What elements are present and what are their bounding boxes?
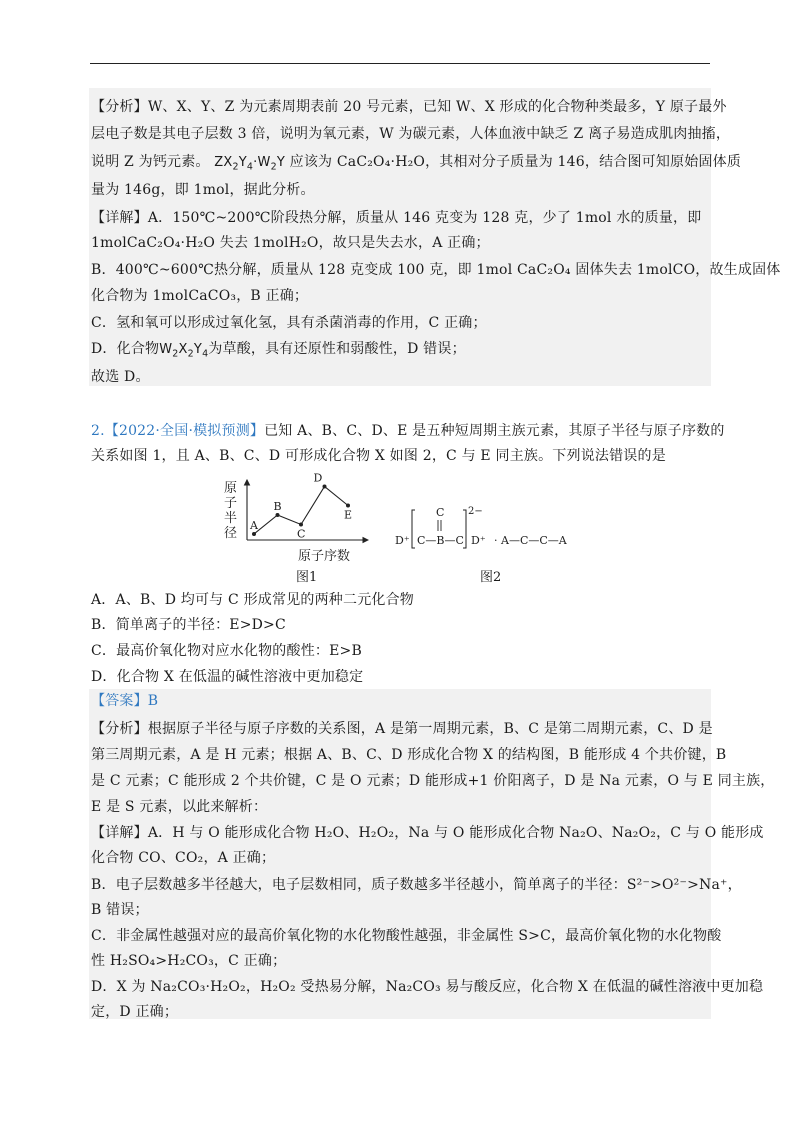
option-a: A．A、B、D 均可与 C 形成常见的两种二元化合物: [91, 592, 414, 608]
detail-line-3: B．400℃~600℃热分解，质量从 128 克变成 100 克，即 1mol CaC₂O₄ 固体失去 1molCO，故生成固体: [91, 262, 781, 278]
detail-line-2: 1molCaC₂O₄·H₂O 失去 1molH₂O，故只是失去水，A 正确；: [91, 235, 490, 251]
point-label-c: C: [297, 527, 306, 541]
detail-line-5: C．氢和氧可以形成过氧化氢，具有杀菌消毒的作用，C 正确；: [91, 315, 487, 331]
top-rule: [90, 63, 710, 64]
analysis-line-4: 量为 146g，即 1mol，据此分析。: [91, 182, 315, 198]
analysis-tag: 【分析】: [91, 721, 148, 737]
detail-line-4: 化合物为 1molCaCO₃，B 正确；: [91, 288, 309, 304]
q2-analysis-line-4: E 是 S 元素，以此来解析：: [91, 799, 268, 815]
figure-2-caption: 图2: [480, 570, 502, 585]
tail-chain: A—C—C—A: [501, 534, 567, 547]
answer-line: 【答案】B: [91, 693, 159, 709]
x-label: 原子序数: [298, 549, 351, 564]
data-point-a: [252, 532, 256, 536]
y-label-char: 原: [224, 481, 238, 496]
analysis-line-2: 层电子数是其电子层数 3 倍，说明为氧元素，W 为碳元素，人体血液中缺乏 Z 离子易造成肌肉抽搐，: [91, 126, 731, 142]
bracket-inner: C—B—C: [417, 534, 464, 547]
point-label-e: E: [344, 508, 353, 522]
figure-2: [393, 474, 593, 558]
q2-analysis-line-3: 是 C 元素；C 能形成 2 个共价键，C 是 O 元素；D 能形成+1 价阳离子，D 是 Na 元素，O 与 E 同主族，: [91, 773, 775, 789]
analysis-line-3: 说明 Z 为钙元素。 $ZX_2Y_4\cdot W_2Y$ 应该为 CaC₂O₄·H₂O，其相对分子质量为 146，结合图可知原始固体质: [91, 154, 742, 173]
q2-analysis-line-2: 第三周期元素，A 是 H 元素；根据 A、B、C、D 形成化合物 X 的结构图，B 能形成 4 个共价键，B: [91, 747, 727, 763]
q2-detail-line-2: 化合物 CO、CO₂，A 正确；: [91, 850, 276, 866]
data-point-b: [276, 513, 280, 517]
y-label-char: 半: [224, 511, 238, 526]
data-point-e: [346, 504, 350, 508]
analysis-tag: 【分析】: [91, 99, 148, 115]
dot: ·: [494, 534, 498, 547]
detail-line-1: 【详解】A．150℃~200℃阶段热分解，质量从 146 克变为 128 克，少了 1mol 水的质量，即: [91, 210, 702, 226]
q2-detail-line-4: B 错误；: [91, 902, 149, 918]
y-label-char: 径: [224, 526, 238, 541]
question-number: 2.: [91, 423, 105, 439]
detail-tag: 【详解】: [91, 825, 148, 841]
q2-detail-line-8: 定，D 正确；: [91, 1004, 179, 1020]
d-cation-left: D⁺: [395, 534, 410, 547]
figure-1-caption: 图1: [296, 570, 318, 585]
charge: 2−: [468, 506, 483, 517]
q2-detail-line-3: B．电子层数越多半径越大，电子层数相同，质子数越多半径越小，简单离子的半径：S²⁻>O²⁻>Na⁺，: [91, 877, 742, 893]
question-2-stem-line-2: 关系如图 1，且 A、B、C、D 可形成化合物 X 如图 2，C 与 E 同主族。下列说法错误的是: [91, 448, 666, 464]
q2-detail-line-7: D．X 为 Na₂CO₃·H₂O₂，H₂O₂ 受热易分解，Na₂CO₃ 易与酸反应，化合物 X 在低温的碱性溶液中更加稳: [91, 979, 764, 995]
q2-detail-line-1: 【详解】A．H 与 O 能形成化合物 H₂O、H₂O₂，Na 与 O 能形成化合物 Na₂O、Na₂O₂，C 与 O 能形成: [91, 825, 764, 841]
point-label-d: D: [313, 471, 323, 485]
figure-2-structure: [393, 474, 593, 554]
analysis-line-1: 【分析】W、X、Y、Z 为元素周期表前 20 号元素，已知 W、X 形成的化合物种类最多，Y 原子最外: [91, 99, 727, 115]
left-bracket: [412, 510, 415, 548]
choose-line: 故选 D。: [91, 369, 150, 385]
data-point-d: [323, 485, 327, 489]
formula-w2x2y4: $W_2X_2Y_4$: [159, 342, 209, 360]
q2-detail-line-5: C．非金属性越强对应的最高价氧化物的水化物酸性越强，非金属性 S>C，最高价氧化物的水化物酸: [91, 928, 722, 944]
top-atom: C: [436, 506, 445, 519]
question-2-stem-line-1: 2.【2022·全国·模拟预测】已知 A、B、C、D、E 是五种短周期主族元素，其原子半径与原子序数的: [91, 423, 725, 439]
option-b: B．简单离子的半径：E>D>C: [91, 617, 286, 633]
formula-zx2y4-w2y: $ZX_2Y_4\cdot W_2Y$: [214, 155, 285, 173]
question-source: 【2022·全国·模拟预测】: [104, 423, 265, 439]
figure-1-plot: [218, 470, 378, 580]
y-label-char: 子: [224, 496, 238, 511]
point-label-a: A: [250, 519, 258, 532]
data-point-c: [299, 523, 303, 527]
point-label-b: B: [273, 500, 282, 513]
detail-line-6: D．化合物$W_2X_2Y_4$为草酸，具有还原性和弱酸性，D 错误；: [91, 341, 466, 360]
q2-detail-line-6: 性 H₂SO₄>H₂CO₃，C 正确；: [91, 953, 287, 969]
d-cation-right: D⁺: [471, 534, 486, 547]
q2-analysis-line-1: 【分析】根据原子半径与原子序数的关系图，A 是第一周期元素，B、C 是第二周期元素，C、D 是: [91, 721, 713, 737]
option-d: D．化合物 X 在低温的碱性溶液中更加稳定: [91, 669, 364, 685]
detail-tag: 【详解】: [91, 210, 148, 226]
option-c: C．最高价氧化物对应水化物的酸性：E>B: [91, 643, 362, 659]
